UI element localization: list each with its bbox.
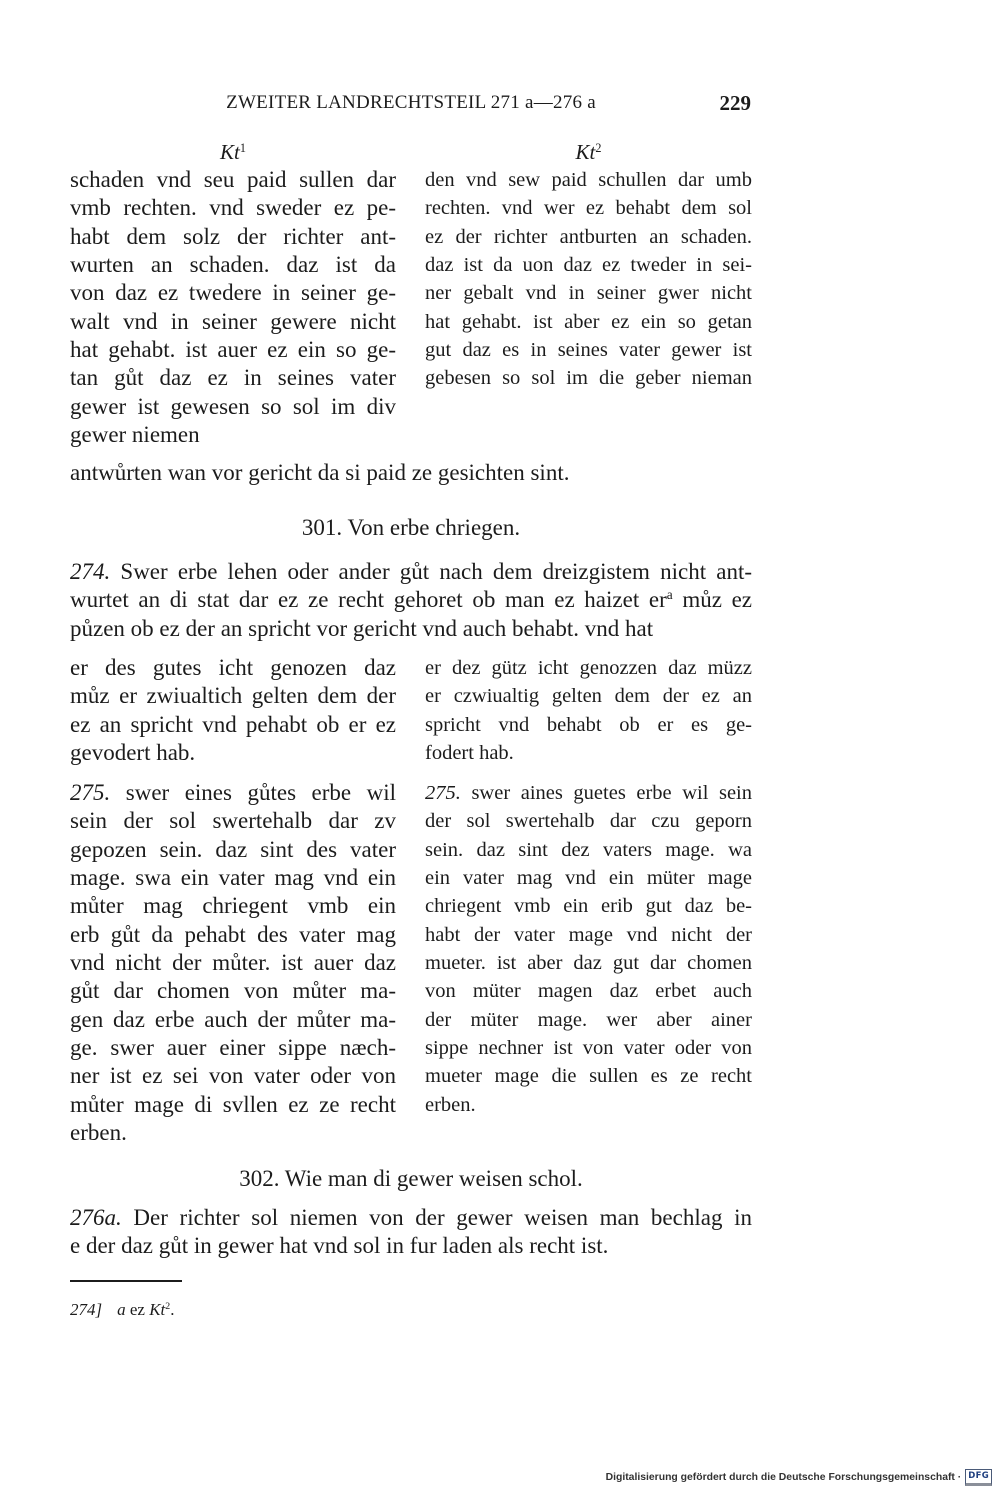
apparatus-note-mark: a [666, 587, 673, 603]
kt1-line: erb gůt da pehabt des vater mag [70, 921, 396, 947]
kt1-line: vnd nicht der můter. ist auer daz [70, 950, 396, 976]
kt2-line: habt der vater mage vnd nicht der [425, 923, 752, 946]
section-heading-line [70, 1165, 752, 1193]
kt1-line: sein der sol swertehalb dar zv [70, 808, 396, 834]
witness-siglum-right [425, 138, 752, 166]
kt2-line: der müter mage. wer aber ainer [425, 1008, 752, 1031]
digitization-credit [606, 1469, 992, 1485]
kt1-line: mage. swa ein vater mag vnd ein [70, 865, 396, 891]
article-276a [70, 1204, 752, 1261]
kt1-line: erben. [70, 1120, 127, 1146]
kt2-column-275 [425, 779, 752, 1119]
section-number: 301. [301, 515, 343, 540]
kt2-line: spricht vnd behabt ob er es ge- [425, 713, 752, 736]
section-title: Von erbe chriegen. [347, 515, 521, 540]
kt2-line: gebesen so sol im die geber nieman [425, 367, 752, 390]
kt1-line: můter mag chriegent vmb ein [70, 893, 396, 919]
article-line [70, 1204, 752, 1232]
kt1-line: gewer ist gewesen so sol im div [70, 393, 396, 419]
kt1-line: gewer niemen [70, 422, 200, 448]
article-text: swer aines guetes erbe wil sein [471, 782, 752, 804]
siglum: Kt [220, 140, 240, 164]
kt1-line: ez an spricht vnd pehabt ob er ez [70, 711, 396, 737]
footnote-reading: ez [129, 1300, 145, 1319]
kt2-line: sein. daz sint dez vaters mage. wa [425, 838, 752, 861]
kt2-line: von müter magen daz erbet auch [425, 980, 752, 1003]
kt1-line: er des gutes icht genozen daz [70, 655, 396, 680]
kt2-line: chriegent vmb ein erib gut daz be- [425, 895, 752, 918]
footnote [70, 1299, 470, 1321]
kt1-line: vmb rechten. vnd sweder ez pe- [70, 195, 396, 221]
kt1-line: hat gehabt. ist auer ez ein so ge- [70, 337, 396, 363]
kt2-line: mueter. ist aber daz gut dar chomen [425, 952, 752, 975]
siglum-index: 2 [595, 140, 602, 155]
kt1-line: můter mage di svllen ez ze recht [70, 1091, 396, 1117]
kt2-line: den vnd sew paid schullen dar umb [425, 169, 752, 191]
article-number: 276a. [70, 1205, 122, 1230]
running-head-title: ZWEITER LANDRECHTSTEIL 271 a—276 a [226, 92, 596, 113]
kt1-line: habt dem solz der richter ant- [70, 223, 396, 249]
article-number: 274. [70, 559, 111, 584]
continuation-block [70, 459, 752, 487]
kt1-line: můz er zwiualtich gelten dem der [70, 683, 396, 709]
kt2-line: rechten. vnd wer ez behabt dem sol [425, 197, 752, 220]
article-text: Der richter sol niemen von der gewer weisen man bechlag in [133, 1205, 752, 1230]
kt2-line [425, 779, 752, 807]
kt1-line: tan gůt daz ez in seines vater [70, 365, 396, 391]
article-number: 275. [425, 782, 461, 804]
kt1-line: von daz ez twedere in seiner ge- [70, 280, 396, 306]
section-heading-302 [70, 1165, 752, 1193]
section-heading-301 [70, 514, 752, 542]
siglum: Kt [575, 140, 596, 164]
article-274 [70, 558, 752, 643]
kt1-column-block-1 [70, 166, 396, 449]
credit-text: Digitalisierung gefördert durch die Deutsche Forschungsgemeinschaft · [605, 1471, 962, 1483]
article-text: wurtet an di stat dar ez ze recht gehoret ob man ez haizet er [70, 587, 667, 613]
kt2-line: mueter mage die sullen es ze recht [425, 1065, 752, 1088]
article-text: můz ez [682, 587, 752, 613]
kt2-line: ein vater mag vnd ein müter mage [425, 867, 752, 890]
kt1-line: schaden vnd seu paid sullen dar [70, 167, 396, 192]
page-number: 229 [719, 91, 751, 115]
kt1-line [70, 779, 396, 807]
kt2-line: ner gebalt vnd in seiner gwer nicht [425, 282, 752, 305]
footnote-note-mark: a [117, 1300, 126, 1319]
kt2-line: sippe nechner ist von vater oder von [425, 1037, 752, 1060]
kt2-line: erben. [425, 1093, 476, 1116]
kt1-line: gen daz erbe auch der můter ma- [70, 1006, 396, 1032]
article-line: půzen ob ez der an spricht vor gericht vnd auch behabt. vnd hat [70, 615, 654, 641]
kt2-column-274 [425, 654, 752, 767]
article-line: e der daz gůt in gewer hat vnd sol in fur laden als recht ist. [70, 1233, 609, 1259]
footnote-end: . [170, 1300, 175, 1319]
siglum-index: 1 [239, 140, 246, 155]
section-title: Wie man di gewer weisen schol. [284, 1166, 583, 1191]
continuation-line: antwůrten wan vor gericht da si paid ze gesichten sint. [70, 460, 570, 485]
kt2-line: ez der richter antburten an schaden. [425, 225, 752, 248]
kt1-line: ge. swer auer einer sippe næch- [70, 1035, 396, 1061]
kt1-line: gepozen sein. daz sint des vater [70, 836, 396, 862]
kt2-line: er dez gütz icht genozzen daz müzz [425, 657, 752, 679]
kt1-column-274 [70, 654, 396, 767]
footnote-rule [70, 1280, 182, 1282]
kt1-line: gevodert hab. [70, 740, 196, 766]
article-text: Swer erbe lehen oder ander gůt nach dem dreizgistem nicht ant- [120, 559, 752, 584]
kt1-line: ner ist ez sei von vater oder von [70, 1063, 396, 1089]
kt2-line: der sol swertehalb dar czu geporn [425, 810, 752, 833]
kt1-line: gůt dar chomen von můter ma- [70, 978, 396, 1004]
article-number: 275. [70, 780, 111, 805]
kt2-line: gut daz es in seines vater gewer ist [425, 339, 752, 362]
dfg-logo: DFG [965, 1469, 992, 1486]
footnote-ref: 274] [70, 1300, 103, 1319]
kt2-line: er czwiualtig gelten dem der ez an [425, 685, 752, 708]
kt2-line: hat gehabt. ist aber ez ein so getan [425, 310, 752, 333]
kt1-column-275 [70, 779, 396, 1147]
article-line [70, 586, 752, 614]
kt2-line: fodert hab. [425, 742, 514, 765]
article-line [70, 558, 752, 586]
kt1-line: walt vnd in seiner gewere nicht [70, 308, 396, 334]
kt2-column-block-1 [425, 166, 752, 393]
article-text: swer eines gůtes erbe wil [125, 780, 396, 805]
footnote-siglum-index: 2 [165, 1301, 171, 1313]
kt2-line: daz ist da uon daz ez tweder in sei- [425, 254, 752, 277]
section-heading-line [70, 514, 752, 542]
section-number: 302. [239, 1166, 280, 1191]
footnote-siglum: Kt [149, 1300, 166, 1319]
kt1-line: wurten an schaden. daz ist da [70, 252, 396, 278]
witness-siglum-left [70, 138, 396, 166]
